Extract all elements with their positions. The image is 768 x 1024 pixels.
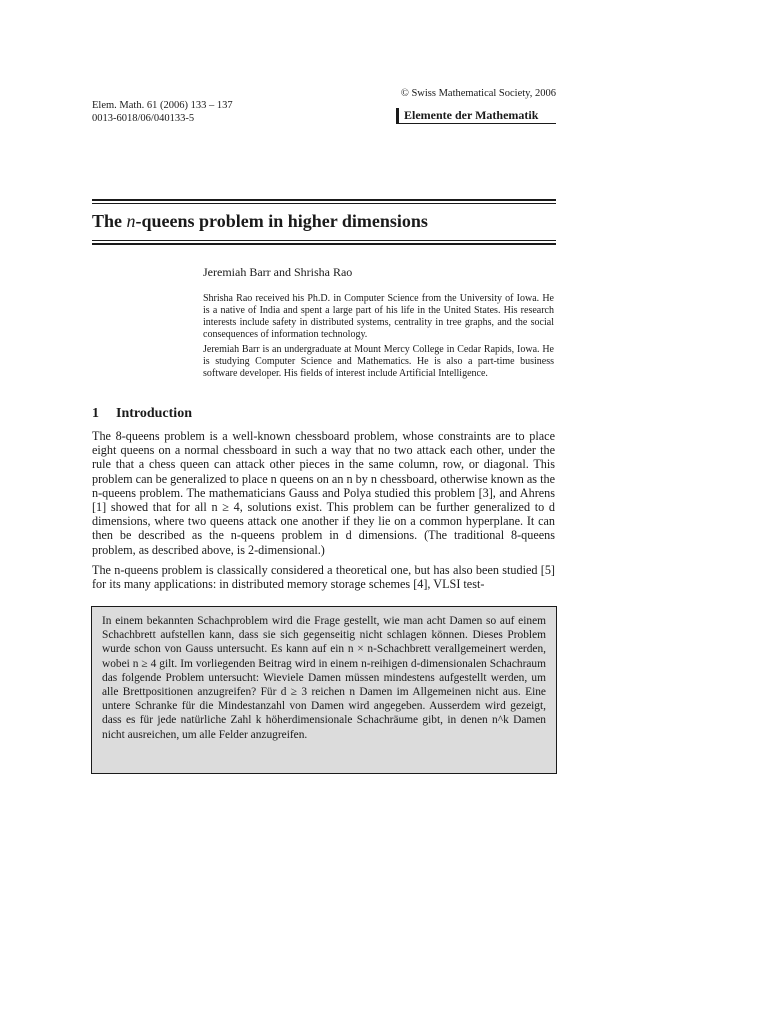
section-title: Introduction [116, 406, 192, 421]
german-abstract-box [91, 606, 557, 774]
title-rule-top-thin [92, 203, 556, 204]
title-rule-bottom-thick [92, 243, 556, 245]
title-variable: n [126, 211, 136, 231]
journal-name: Elemente der Mathematik [396, 108, 556, 124]
author-line: Jeremiah Barr and Shrisha Rao [203, 265, 353, 279]
author-bio-barr: Jeremiah Barr is an undergraduate at Mount Mercy College in Cedar Rapids, Iowa. He is studying Computer Science and Mathematics. He is also a part-time business software developer. His fields of interest include Artificial Intelligence. [203, 344, 554, 379]
title-rule-top-thick [92, 199, 556, 201]
paper-title: The n-queens problem in higher dimensions [92, 211, 428, 231]
title-rule-bottom-thin [92, 240, 556, 241]
body-paragraph-2: The n-queens problem is classically considered a theoretical one, but has also been studied [5] for its many applications: in distributed memory storage schemes [4], VLSI test- [92, 563, 555, 592]
citation-block [92, 99, 233, 125]
author-bio-rao: Shrisha Rao received his Ph.D. in Computer Science from the University of Iowa. He is a native of India and spent a large part of his life in the United States. His research interests include safety in distributed systems, centrality in tree graphs, and the social consequences of information technology. [203, 293, 554, 340]
copyright-notice: © Swiss Mathematical Society, 2006 [400, 88, 556, 99]
citation-line-issn: 0013-6018/06/040133-5 [92, 113, 195, 124]
body-paragraph-1: The 8-queens problem is a well-known chessboard problem, whose constraints are to place eight queens on a normal chessboard in such a way that no two attack each other, under the rule that a chess queen can attack other pieces in the same column, row, or diagonal. This problem can be generalized to place n queens on an n by n chessboard, otherwise known as the n-queens problem. The mathematicians Gauss and Polya studied this problem [3], and Ahrens [1] showed that for all n ≥ 4, solutions exist. This problem can be further generalized to d dimensions, where two queens attack one another if they lie on a common hyperplane. It can then be described as the n-queens problem in d dimensions. (The traditional 8-queens problem, as described above, is 2-dimensional.) [92, 429, 555, 557]
section-heading [92, 406, 192, 422]
abstract-text: In einem bekannten Schachproblem wird die Frage gestellt, wie man acht Damen so auf einem Schachbrett aufstellen kann, dass sie sich gegenseitig nicht schlagen können. Dieses Problem wurde schon von Gauss untersucht. Es kann auf ein n × n-Schachbrett verallgemeinert werden, wobei n ≥ 4 gilt. Im vorliegenden Beitrag wird in einem n-reihigen d-dimensionalen Schachraum das folgende Problem untersucht: Wieviele Damen müssen mindestens aufgestellt werden, um alle Brettpositionen anzugreifen? Für d ≥ 3 reichen n Damen im Allgemeinen nicht aus. Eine untere Schranke für die Mindestanzahl von Damen wird angegeben. Ausserdem wird gezeigt, dass es für jede natürliche Zahl k höherdimensionale Schachräume gibt, in denen n^k Damen nicht ausreichen, um alle Felder anzugreifen. [102, 615, 546, 741]
section-number: 1 [92, 406, 99, 421]
citation-line-volume: Elem. Math. 61 (2006) 133 – 137 [92, 100, 233, 111]
